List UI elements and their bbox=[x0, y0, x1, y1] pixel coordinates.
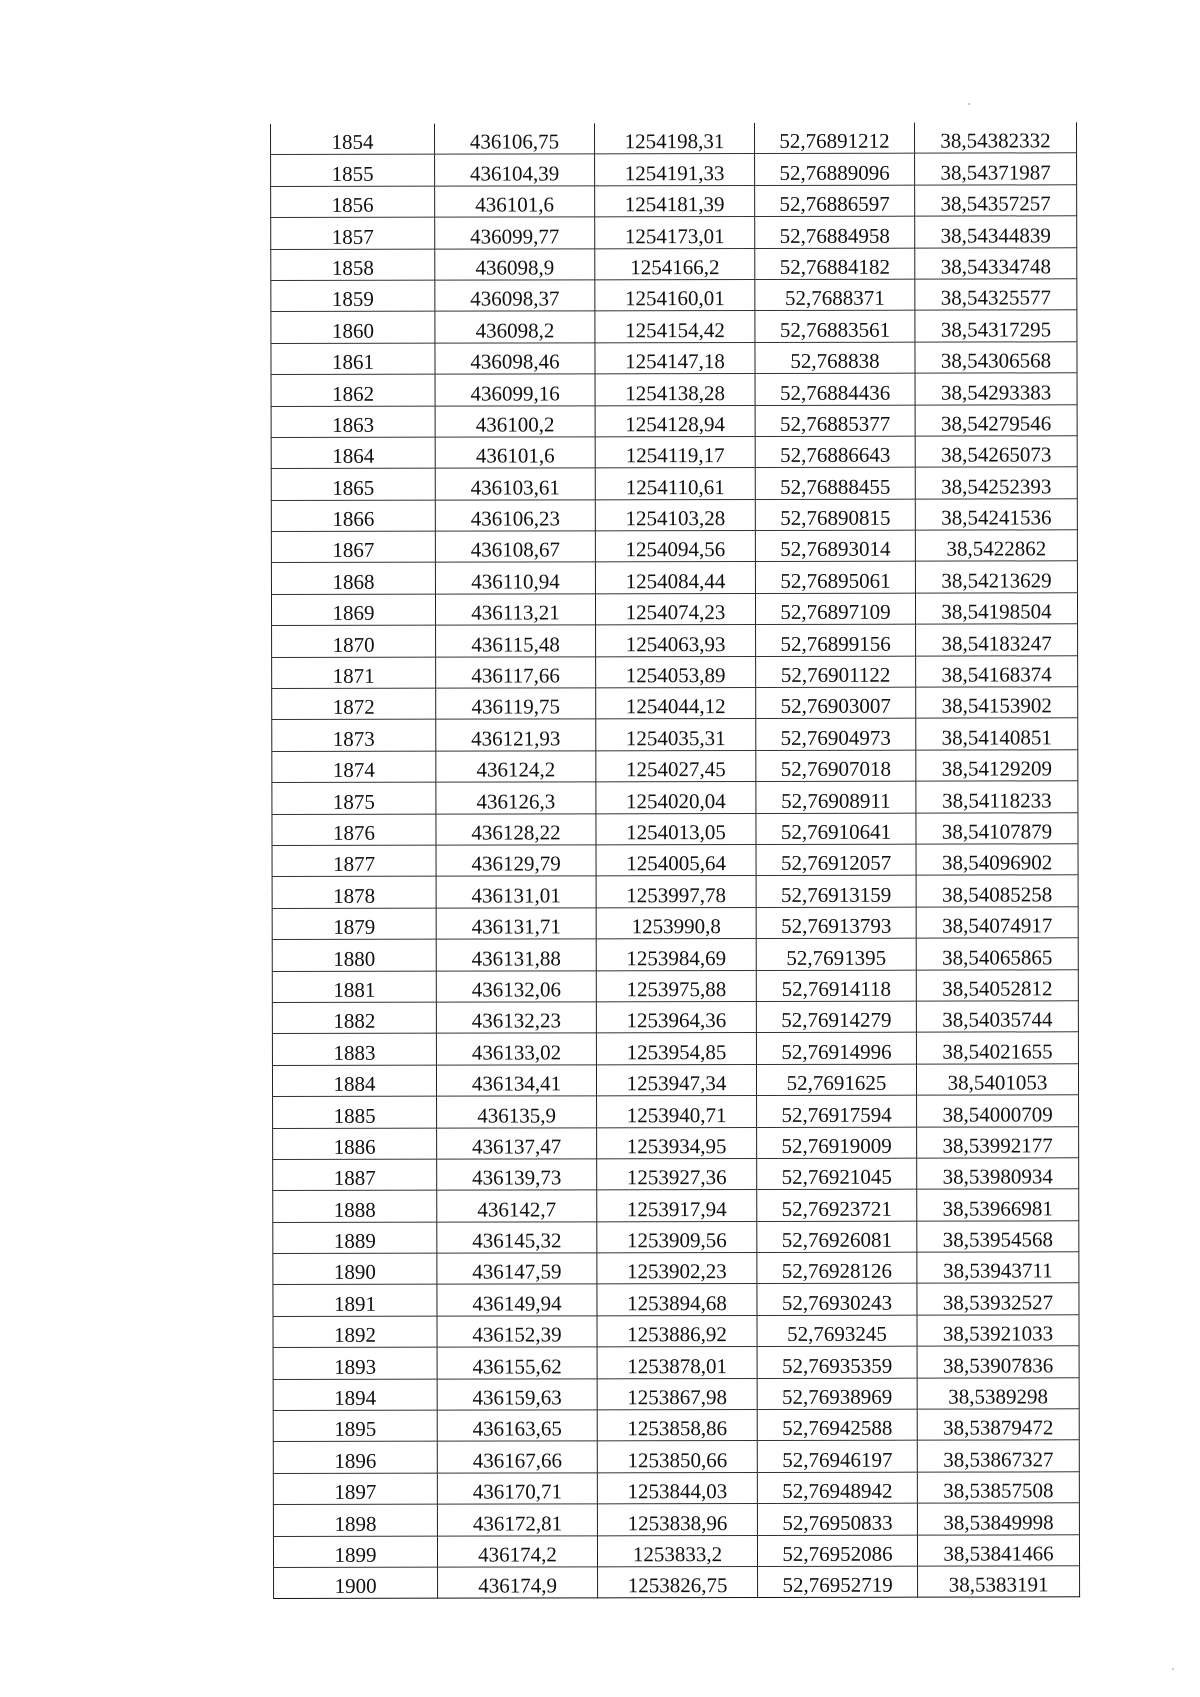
longitude-cell: 38,54279546 bbox=[915, 404, 1077, 436]
table-row bbox=[273, 1095, 1079, 1128]
y-coordinate-cell: 1254181,39 bbox=[595, 185, 755, 217]
latitude-cell: 52,76889096 bbox=[755, 154, 915, 186]
x-coordinate-cell: 436131,71 bbox=[436, 908, 596, 940]
table-row bbox=[271, 498, 1077, 531]
longitude-cell: 38,53954568 bbox=[917, 1220, 1079, 1252]
latitude-cell: 52,76888455 bbox=[755, 467, 915, 499]
latitude-cell: 52,76919009 bbox=[757, 1127, 917, 1159]
longitude-cell: 38,54241536 bbox=[915, 498, 1077, 530]
longitude-cell: 38,54183247 bbox=[916, 624, 1078, 656]
x-coordinate-cell: 436147,59 bbox=[437, 1253, 597, 1285]
table-row bbox=[273, 1158, 1079, 1191]
point-number-cell: 1875 bbox=[272, 782, 436, 814]
longitude-cell: 38,54065865 bbox=[916, 938, 1078, 970]
latitude-cell: 52,76886643 bbox=[755, 436, 915, 468]
y-coordinate-cell: 1253934,95 bbox=[597, 1127, 757, 1159]
longitude-cell: 38,54035744 bbox=[916, 1001, 1078, 1033]
x-coordinate-cell: 436119,75 bbox=[436, 688, 596, 720]
point-number-cell: 1869 bbox=[271, 594, 435, 626]
y-coordinate-cell: 1254074,23 bbox=[595, 593, 755, 625]
y-coordinate-cell: 1254173,01 bbox=[595, 217, 755, 249]
longitude-cell: 38,54325577 bbox=[915, 279, 1077, 311]
x-coordinate-cell: 436098,37 bbox=[435, 280, 595, 312]
latitude-cell: 52,76913793 bbox=[756, 907, 916, 939]
point-number-cell: 1868 bbox=[271, 563, 435, 595]
point-number-cell: 1888 bbox=[273, 1190, 437, 1222]
point-number-cell: 1860 bbox=[271, 311, 435, 343]
table-row bbox=[271, 561, 1077, 594]
y-coordinate-cell: 1254084,44 bbox=[595, 562, 755, 594]
latitude-cell: 52,76910641 bbox=[756, 813, 916, 845]
x-coordinate-cell: 436108,67 bbox=[435, 531, 595, 563]
y-coordinate-cell: 1254094,56 bbox=[595, 531, 755, 563]
y-coordinate-cell: 1253878,01 bbox=[597, 1347, 757, 1379]
longitude-cell: 38,54118233 bbox=[916, 781, 1078, 813]
latitude-cell: 52,76942588 bbox=[757, 1409, 917, 1441]
table-row bbox=[271, 373, 1077, 406]
y-coordinate-cell: 1253844,03 bbox=[597, 1472, 757, 1504]
y-coordinate-cell: 1254160,01 bbox=[595, 279, 755, 311]
y-coordinate-cell: 1253917,94 bbox=[597, 1190, 757, 1222]
y-coordinate-cell: 1253975,88 bbox=[596, 970, 756, 1002]
point-number-cell: 1883 bbox=[272, 1033, 436, 1065]
longitude-cell: 38,54382332 bbox=[914, 122, 1076, 153]
table-row bbox=[271, 279, 1077, 312]
longitude-cell: 38,54213629 bbox=[915, 561, 1077, 593]
y-coordinate-cell: 1253947,34 bbox=[596, 1064, 756, 1096]
longitude-cell: 38,54334748 bbox=[915, 247, 1077, 279]
longitude-cell: 38,54265073 bbox=[915, 436, 1077, 468]
y-coordinate-cell: 1254005,64 bbox=[596, 844, 756, 876]
x-coordinate-cell: 436128,22 bbox=[436, 813, 596, 845]
longitude-cell: 38,54306568 bbox=[915, 342, 1077, 374]
longitude-cell: 38,54252393 bbox=[915, 467, 1077, 499]
x-coordinate-cell: 436124,2 bbox=[436, 751, 596, 783]
point-number-cell: 1857 bbox=[271, 217, 435, 249]
latitude-cell: 52,76893014 bbox=[755, 530, 915, 562]
point-number-cell: 1872 bbox=[272, 688, 436, 720]
x-coordinate-cell: 436159,63 bbox=[437, 1378, 597, 1410]
y-coordinate-cell: 1253886,92 bbox=[597, 1315, 757, 1347]
x-coordinate-cell: 436174,2 bbox=[437, 1535, 597, 1567]
longitude-cell: 38,54344839 bbox=[915, 216, 1077, 248]
y-coordinate-cell: 1253984,69 bbox=[596, 939, 756, 971]
point-number-cell: 1877 bbox=[272, 845, 436, 877]
point-number-cell: 1871 bbox=[272, 657, 436, 689]
latitude-cell: 52,76907018 bbox=[756, 750, 916, 782]
table-row bbox=[273, 1534, 1079, 1567]
x-coordinate-cell: 436110,94 bbox=[435, 562, 595, 594]
y-coordinate-cell: 1253927,36 bbox=[597, 1158, 757, 1190]
latitude-cell: 52,7688371 bbox=[755, 279, 915, 311]
x-coordinate-cell: 436163,65 bbox=[437, 1410, 597, 1442]
x-coordinate-cell: 436174,9 bbox=[438, 1567, 598, 1599]
x-coordinate-cell: 436099,16 bbox=[435, 374, 595, 406]
point-number-cell: 1859 bbox=[271, 280, 435, 312]
longitude-cell: 38,54107879 bbox=[916, 812, 1078, 844]
point-number-cell: 1886 bbox=[273, 1128, 437, 1160]
latitude-cell: 52,76914996 bbox=[756, 1032, 916, 1064]
latitude-cell: 52,76884436 bbox=[755, 373, 915, 405]
table-row bbox=[272, 1032, 1078, 1065]
y-coordinate-cell: 1254147,18 bbox=[595, 342, 755, 374]
coordinates-table bbox=[270, 122, 1080, 1599]
table-row bbox=[273, 1252, 1079, 1285]
y-coordinate-cell: 1253838,96 bbox=[597, 1504, 757, 1536]
longitude-cell: 38,54129209 bbox=[916, 750, 1078, 782]
latitude-cell: 52,76908911 bbox=[756, 781, 916, 813]
longitude-cell: 38,53849998 bbox=[917, 1503, 1079, 1535]
latitude-cell: 52,76890815 bbox=[755, 499, 915, 531]
point-number-cell: 1876 bbox=[272, 814, 436, 846]
table-row bbox=[271, 467, 1077, 500]
y-coordinate-cell: 1254138,28 bbox=[595, 374, 755, 406]
longitude-cell: 38,54000709 bbox=[917, 1095, 1079, 1127]
y-coordinate-cell: 1253990,8 bbox=[596, 907, 756, 939]
table-row bbox=[272, 655, 1078, 688]
longitude-cell: 38,53992177 bbox=[917, 1126, 1079, 1158]
latitude-cell: 52,76903007 bbox=[756, 687, 916, 719]
longitude-cell: 38,53867327 bbox=[917, 1440, 1079, 1472]
x-coordinate-cell: 436131,88 bbox=[436, 939, 596, 971]
latitude-cell: 52,76886597 bbox=[755, 185, 915, 217]
point-number-cell: 1861 bbox=[271, 343, 435, 375]
table-row bbox=[271, 436, 1077, 469]
point-number-cell: 1866 bbox=[271, 500, 435, 532]
latitude-cell: 52,7691395 bbox=[756, 938, 916, 970]
longitude-cell: 38,53943711 bbox=[917, 1252, 1079, 1284]
point-number-cell: 1890 bbox=[273, 1253, 437, 1285]
table-row bbox=[271, 404, 1077, 437]
table-row bbox=[273, 1440, 1079, 1473]
table-row bbox=[272, 781, 1078, 814]
table-row bbox=[272, 844, 1078, 877]
latitude-cell: 52,76952086 bbox=[757, 1535, 917, 1567]
y-coordinate-cell: 1253894,68 bbox=[597, 1284, 757, 1316]
point-number-cell: 1858 bbox=[271, 249, 435, 281]
y-coordinate-cell: 1254044,12 bbox=[596, 688, 756, 720]
longitude-cell: 38,54317295 bbox=[915, 310, 1077, 342]
y-coordinate-cell: 1254119,17 bbox=[595, 436, 755, 468]
point-number-cell: 1854 bbox=[271, 124, 435, 155]
table-row bbox=[271, 122, 1077, 155]
point-number-cell: 1881 bbox=[272, 971, 436, 1003]
latitude-cell: 52,76884182 bbox=[755, 248, 915, 280]
latitude-cell: 52,76950833 bbox=[757, 1503, 917, 1535]
table-row bbox=[273, 1377, 1079, 1410]
table-row bbox=[272, 718, 1078, 751]
table-row bbox=[273, 1283, 1079, 1316]
point-number-cell: 1855 bbox=[271, 155, 435, 187]
x-coordinate-cell: 436115,48 bbox=[436, 625, 596, 657]
table-row bbox=[272, 1001, 1078, 1034]
x-coordinate-cell: 436098,2 bbox=[435, 311, 595, 343]
table-row bbox=[272, 812, 1078, 845]
longitude-cell: 38,54085258 bbox=[916, 875, 1078, 907]
latitude-cell: 52,76930243 bbox=[757, 1284, 917, 1316]
x-coordinate-cell: 436133,02 bbox=[436, 1033, 596, 1065]
table-row bbox=[271, 593, 1077, 626]
longitude-cell: 38,53980934 bbox=[917, 1158, 1079, 1190]
longitude-cell: 38,54052812 bbox=[916, 969, 1078, 1001]
point-number-cell: 1867 bbox=[271, 531, 435, 563]
y-coordinate-cell: 1253954,85 bbox=[596, 1033, 756, 1065]
x-coordinate-cell: 436149,94 bbox=[437, 1284, 597, 1316]
table-row bbox=[273, 1220, 1079, 1253]
longitude-cell: 38,53879472 bbox=[917, 1409, 1079, 1441]
y-coordinate-cell: 1254166,2 bbox=[595, 248, 755, 280]
x-coordinate-cell: 436126,3 bbox=[436, 782, 596, 814]
table-row bbox=[271, 216, 1077, 249]
x-coordinate-cell: 436098,46 bbox=[435, 343, 595, 375]
x-coordinate-cell: 436142,7 bbox=[437, 1190, 597, 1222]
latitude-cell: 52,76914279 bbox=[756, 1001, 916, 1033]
x-coordinate-cell: 436170,71 bbox=[437, 1473, 597, 1505]
table-row bbox=[273, 1503, 1079, 1536]
longitude-cell: 38,54371987 bbox=[915, 153, 1077, 185]
latitude-cell: 52,76935359 bbox=[757, 1346, 917, 1378]
x-coordinate-cell: 436099,77 bbox=[435, 217, 595, 249]
x-coordinate-cell: 436172,81 bbox=[437, 1504, 597, 1536]
table-row bbox=[271, 185, 1077, 218]
y-coordinate-cell: 1253833,2 bbox=[597, 1535, 757, 1567]
point-number-cell: 1862 bbox=[271, 374, 435, 406]
y-coordinate-cell: 1254110,61 bbox=[595, 468, 755, 500]
table-row bbox=[271, 530, 1077, 563]
table-row bbox=[272, 624, 1078, 657]
point-number-cell: 1879 bbox=[272, 908, 436, 940]
latitude-cell: 52,76938969 bbox=[757, 1378, 917, 1410]
x-coordinate-cell: 436101,6 bbox=[435, 186, 595, 218]
latitude-cell: 52,76917594 bbox=[757, 1095, 917, 1127]
x-coordinate-cell: 436101,6 bbox=[435, 437, 595, 469]
longitude-cell: 38,54293383 bbox=[915, 373, 1077, 405]
point-number-cell: 1864 bbox=[271, 437, 435, 469]
y-coordinate-cell: 1253964,36 bbox=[596, 1001, 756, 1033]
y-coordinate-cell: 1253867,98 bbox=[597, 1378, 757, 1410]
table-row bbox=[271, 247, 1077, 280]
point-number-cell: 1900 bbox=[274, 1567, 438, 1599]
point-number-cell: 1887 bbox=[273, 1159, 437, 1191]
latitude-cell: 52,76899156 bbox=[756, 624, 916, 656]
y-coordinate-cell: 1254128,94 bbox=[595, 405, 755, 437]
point-number-cell: 1880 bbox=[272, 939, 436, 971]
x-coordinate-cell: 436100,2 bbox=[435, 405, 595, 437]
x-coordinate-cell: 436132,23 bbox=[436, 1002, 596, 1034]
x-coordinate-cell: 436117,66 bbox=[436, 656, 596, 688]
point-number-cell: 1863 bbox=[271, 406, 435, 438]
table-row bbox=[273, 1315, 1079, 1348]
latitude-cell: 52,76946197 bbox=[757, 1441, 917, 1473]
x-coordinate-cell: 436113,21 bbox=[435, 594, 595, 626]
latitude-cell: 52,76904973 bbox=[756, 719, 916, 751]
latitude-cell: 52,76897109 bbox=[755, 593, 915, 625]
table-row bbox=[272, 907, 1078, 940]
latitude-cell: 52,76883561 bbox=[755, 310, 915, 342]
latitude-cell: 52,76952719 bbox=[758, 1566, 918, 1598]
longitude-cell: 38,54153902 bbox=[916, 687, 1078, 719]
table-row bbox=[272, 875, 1078, 908]
y-coordinate-cell: 1254063,93 bbox=[596, 625, 756, 657]
table-row bbox=[272, 1064, 1078, 1097]
longitude-cell: 38,5401053 bbox=[916, 1064, 1078, 1096]
table-row bbox=[273, 1189, 1079, 1222]
y-coordinate-cell: 1253997,78 bbox=[596, 876, 756, 908]
latitude-cell: 52,76885377 bbox=[755, 405, 915, 437]
y-coordinate-cell: 1253909,56 bbox=[597, 1221, 757, 1253]
latitude-cell: 52,76921045 bbox=[757, 1158, 917, 1190]
y-coordinate-cell: 1253826,75 bbox=[598, 1566, 758, 1598]
latitude-cell: 52,76923721 bbox=[757, 1189, 917, 1221]
x-coordinate-cell: 436106,75 bbox=[434, 123, 594, 154]
y-coordinate-cell: 1254020,04 bbox=[596, 782, 756, 814]
longitude-cell: 38,53921033 bbox=[917, 1315, 1079, 1347]
x-coordinate-cell: 436132,06 bbox=[436, 970, 596, 1002]
longitude-cell: 38,54096902 bbox=[916, 844, 1078, 876]
table-row bbox=[272, 750, 1078, 783]
point-number-cell: 1899 bbox=[273, 1536, 437, 1568]
latitude-cell: 52,76928126 bbox=[757, 1252, 917, 1284]
point-number-cell: 1893 bbox=[273, 1347, 437, 1379]
scan-speck bbox=[1172, 1668, 1174, 1670]
point-number-cell: 1895 bbox=[273, 1410, 437, 1442]
longitude-cell: 38,53932527 bbox=[917, 1283, 1079, 1315]
table-row bbox=[272, 687, 1078, 720]
table-row bbox=[273, 1472, 1079, 1505]
x-coordinate-cell: 436103,61 bbox=[435, 468, 595, 500]
point-number-cell: 1870 bbox=[272, 625, 436, 657]
longitude-cell: 38,54168374 bbox=[916, 655, 1078, 687]
longitude-cell: 38,53841466 bbox=[917, 1534, 1079, 1566]
y-coordinate-cell: 1254103,28 bbox=[595, 499, 755, 531]
x-coordinate-cell: 436134,41 bbox=[436, 1065, 596, 1097]
latitude-cell: 52,76891212 bbox=[754, 123, 914, 154]
y-coordinate-cell: 1253850,66 bbox=[597, 1441, 757, 1473]
x-coordinate-cell: 436155,62 bbox=[437, 1347, 597, 1379]
table-row bbox=[271, 153, 1077, 186]
point-number-cell: 1885 bbox=[273, 1096, 437, 1128]
x-coordinate-cell: 436139,73 bbox=[437, 1159, 597, 1191]
x-coordinate-cell: 436121,93 bbox=[436, 719, 596, 751]
latitude-cell: 52,7693245 bbox=[757, 1315, 917, 1347]
longitude-cell: 38,54021655 bbox=[916, 1032, 1078, 1064]
y-coordinate-cell: 1254027,45 bbox=[596, 750, 756, 782]
point-number-cell: 1873 bbox=[272, 720, 436, 752]
longitude-cell: 38,5383191 bbox=[918, 1566, 1080, 1598]
point-number-cell: 1882 bbox=[272, 1002, 436, 1034]
latitude-cell: 52,76895061 bbox=[755, 562, 915, 594]
scan-speck bbox=[968, 103, 970, 105]
y-coordinate-cell: 1253858,86 bbox=[597, 1409, 757, 1441]
table-row bbox=[273, 1409, 1079, 1442]
y-coordinate-cell: 1254053,89 bbox=[596, 656, 756, 688]
table-row bbox=[271, 310, 1077, 343]
table-row bbox=[273, 1126, 1079, 1159]
y-coordinate-cell: 1253902,23 bbox=[597, 1253, 757, 1285]
latitude-cell: 52,76948942 bbox=[757, 1472, 917, 1504]
x-coordinate-cell: 436104,39 bbox=[435, 154, 595, 186]
table-row bbox=[271, 342, 1077, 375]
point-number-cell: 1891 bbox=[273, 1285, 437, 1317]
latitude-cell: 52,768838 bbox=[755, 342, 915, 374]
latitude-cell: 52,76901122 bbox=[756, 656, 916, 688]
table-row bbox=[272, 969, 1078, 1002]
point-number-cell: 1897 bbox=[273, 1473, 437, 1505]
longitude-cell: 38,53857508 bbox=[917, 1472, 1079, 1504]
table-row bbox=[272, 938, 1078, 971]
latitude-cell: 52,76913159 bbox=[756, 876, 916, 908]
latitude-cell: 52,7691625 bbox=[756, 1064, 916, 1096]
y-coordinate-cell: 1254198,31 bbox=[594, 123, 754, 154]
y-coordinate-cell: 1254035,31 bbox=[596, 719, 756, 751]
longitude-cell: 38,5389298 bbox=[917, 1377, 1079, 1409]
y-coordinate-cell: 1254154,42 bbox=[595, 311, 755, 343]
x-coordinate-cell: 436137,47 bbox=[437, 1127, 597, 1159]
x-coordinate-cell: 436145,32 bbox=[437, 1221, 597, 1253]
latitude-cell: 52,76912057 bbox=[756, 844, 916, 876]
longitude-cell: 38,54357257 bbox=[915, 185, 1077, 217]
point-number-cell: 1894 bbox=[273, 1379, 437, 1411]
latitude-cell: 52,76926081 bbox=[757, 1221, 917, 1253]
longitude-cell: 38,53907836 bbox=[917, 1346, 1079, 1378]
coordinates-table-body bbox=[271, 122, 1080, 1599]
x-coordinate-cell: 436152,39 bbox=[437, 1316, 597, 1348]
point-number-cell: 1896 bbox=[273, 1442, 437, 1474]
point-number-cell: 1874 bbox=[272, 751, 436, 783]
point-number-cell: 1892 bbox=[273, 1316, 437, 1348]
x-coordinate-cell: 436098,9 bbox=[435, 248, 595, 280]
point-number-cell: 1889 bbox=[273, 1222, 437, 1254]
latitude-cell: 52,76914118 bbox=[756, 970, 916, 1002]
longitude-cell: 38,54198504 bbox=[915, 593, 1077, 625]
table-row bbox=[274, 1566, 1080, 1599]
x-coordinate-cell: 436167,66 bbox=[437, 1441, 597, 1473]
longitude-cell: 38,54074917 bbox=[916, 907, 1078, 939]
x-coordinate-cell: 436131,01 bbox=[436, 876, 596, 908]
y-coordinate-cell: 1254013,05 bbox=[596, 813, 756, 845]
x-coordinate-cell: 436135,9 bbox=[437, 1096, 597, 1128]
longitude-cell: 38,54140851 bbox=[916, 718, 1078, 750]
table-row bbox=[273, 1346, 1079, 1379]
point-number-cell: 1865 bbox=[271, 468, 435, 500]
y-coordinate-cell: 1254191,33 bbox=[595, 154, 755, 186]
longitude-cell: 38,53966981 bbox=[917, 1189, 1079, 1221]
x-coordinate-cell: 436106,23 bbox=[435, 500, 595, 532]
y-coordinate-cell: 1253940,71 bbox=[597, 1096, 757, 1128]
point-number-cell: 1884 bbox=[272, 1065, 436, 1097]
point-number-cell: 1856 bbox=[271, 186, 435, 218]
point-number-cell: 1898 bbox=[273, 1504, 437, 1536]
x-coordinate-cell: 436129,79 bbox=[436, 845, 596, 877]
latitude-cell: 52,76884958 bbox=[755, 216, 915, 248]
longitude-cell: 38,5422862 bbox=[915, 530, 1077, 562]
point-number-cell: 1878 bbox=[272, 877, 436, 909]
